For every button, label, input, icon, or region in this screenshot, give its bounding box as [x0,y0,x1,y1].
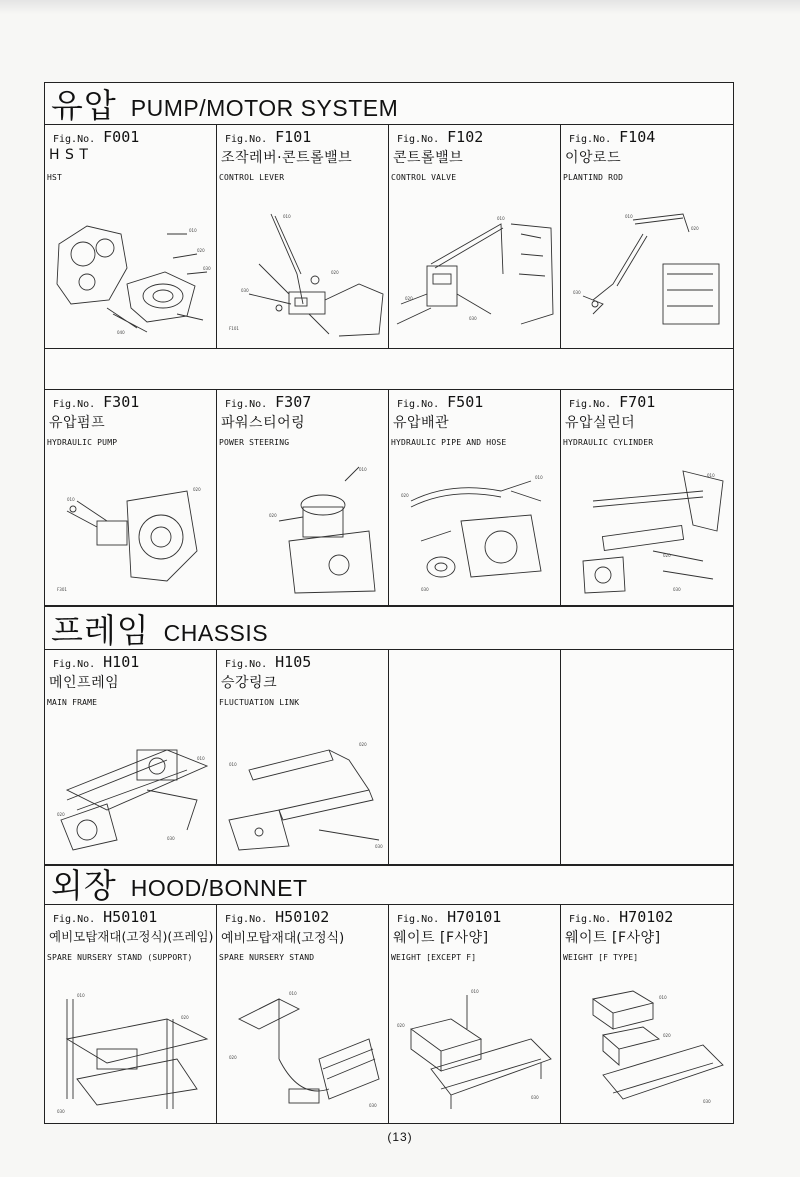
part-name-en: SPARE NURSERY STAND [219,953,315,962]
figure-row [45,650,733,865]
fig-number: H50102 [275,908,330,926]
svg-text:020: 020 [691,226,699,231]
part-name-kr: 유압실린더 [565,415,636,431]
svg-text:010: 010 [659,995,667,1000]
planting-rod-diagram [563,204,731,344]
part-name-kr: 웨이트 [F사양] [565,930,661,946]
part-name-en: POWER STEERING [219,438,290,447]
fig-label: Fig.No. [225,914,268,925]
part-name-en: HYDRAULIC PIPE AND HOSE [391,438,507,447]
svg-text:030: 030 [167,836,175,841]
figure-cell[interactable] [561,905,733,1123]
svg-text:030: 030 [703,1099,711,1104]
svg-text:030: 030 [469,316,477,321]
part-name-en: HYDRAULIC CYLINDER [563,438,654,447]
weight-f-type-diagram [563,979,731,1119]
fig-number: F501 [447,393,484,411]
svg-text:020: 020 [181,1015,189,1020]
part-name-en: SPARE NURSERY STAND (SUPPORT) [47,953,193,962]
hydraulic-pipe-diagram [391,461,559,601]
svg-text:010: 010 [535,475,543,480]
svg-text:030: 030 [531,1095,539,1100]
svg-text:020: 020 [229,1055,237,1060]
svg-text:030: 030 [573,290,581,295]
fig-label: Fig.No. [53,134,96,145]
svg-text:020: 020 [197,248,205,253]
fig-label: Fig.No. [225,659,268,670]
fig-number: F104 [619,128,656,146]
svg-text:020: 020 [397,1023,405,1028]
figure-cell[interactable] [45,905,217,1123]
svg-text:030: 030 [673,587,681,592]
part-name-en: HST [47,173,63,182]
fig-number: H70102 [619,908,674,926]
figure-row [45,125,733,349]
svg-text:F301: F301 [57,587,67,592]
figure-cell[interactable] [217,125,389,348]
section-title-kr: 유압 [51,86,117,125]
figure-cell[interactable] [45,125,217,348]
svg-text:010: 010 [497,216,505,221]
figure-cell[interactable] [389,905,561,1123]
part-name-kr: 이앙로드 [565,150,622,166]
fig-number: H101 [103,653,140,671]
figure-cell-empty [389,650,561,864]
svg-text:030: 030 [369,1103,377,1108]
fig-number: F101 [275,128,312,146]
fig-number: F701 [619,393,656,411]
svg-text:010: 010 [283,214,291,219]
section-title-en: PUMP/MOTOR SYSTEM [130,95,399,121]
figure-row [45,390,733,606]
svg-text:040: 040 [117,330,125,335]
figure-cell[interactable] [561,390,733,605]
fig-number: F307 [275,393,312,411]
part-name-kr: 예비모탑재대(고정식) [221,931,345,946]
part-name-kr: 유압배관 [393,415,450,431]
figure-cell[interactable] [561,125,733,348]
svg-text:030: 030 [375,844,383,849]
fluctuation-link-diagram [219,720,387,860]
part-name-kr: 웨이트 [F사양] [393,930,489,946]
svg-text:010: 010 [197,756,205,761]
part-name-kr: 메인프레임 [49,675,120,691]
hydraulic-pump-diagram [47,461,215,601]
svg-text:030: 030 [421,587,429,592]
fig-label: Fig.No. [569,134,612,145]
svg-text:030: 030 [241,288,249,293]
part-name-en: MAIN FRAME [47,698,98,707]
part-name-kr: 콘트롤밸브 [393,150,464,166]
figure-cell[interactable] [389,125,561,348]
control-valve-diagram [391,204,559,344]
svg-text:020: 020 [663,1033,671,1038]
svg-text:020: 020 [57,812,65,817]
control-lever-diagram [219,204,387,344]
section-header-pump-motor [45,83,733,125]
fig-label: Fig.No. [225,134,268,145]
part-name-en: WEIGHT [EXCEPT F] [391,953,477,962]
fig-label: Fig.No. [397,914,440,925]
fig-label: Fig.No. [225,399,268,410]
part-name-kr: 예비모탑재대(고정식)(프레임) [49,929,214,944]
svg-text:020: 020 [401,493,409,498]
part-name-en: WEIGHT [F TYPE] [563,953,639,962]
figure-cell[interactable] [45,390,217,605]
part-name-en: FLUCTUATION LINK [219,698,300,707]
part-name-kr: 유압펌프 [49,415,106,431]
svg-text:010: 010 [359,467,367,472]
scan-shade [0,0,800,14]
svg-text:010: 010 [189,228,197,233]
svg-text:010: 010 [229,762,237,767]
svg-text:010: 010 [77,993,85,998]
hydraulic-cylinder-diagram [563,461,731,601]
svg-text:010: 010 [289,991,297,996]
section-title-en: HOOD/BONNET [130,875,308,901]
svg-text:020: 020 [331,270,339,275]
spare-nursery-stand-support-diagram [47,979,215,1119]
fig-label: Fig.No. [397,134,440,145]
page-number: (13) [387,1130,413,1144]
fig-label: Fig.No. [397,399,440,410]
weight-except-f-diagram [391,979,559,1119]
figure-cell[interactable] [217,650,389,864]
svg-text:010: 010 [625,214,633,219]
part-name-en: CONTROL VALVE [391,173,457,182]
fig-label: Fig.No. [53,659,96,670]
section-title-kr: 프레임 [51,611,150,650]
part-name-en: CONTROL LEVER [219,173,285,182]
part-name-kr: 승강링크 [221,675,278,691]
svg-text:010: 010 [707,473,715,478]
figure-cell-empty [561,650,733,864]
part-name-kr: 조작레버·콘트롤밸브 [221,150,353,166]
fig-number: H105 [275,653,312,671]
svg-text:020: 020 [663,553,671,558]
fig-number: F001 [103,128,140,146]
hst-diagram [47,204,215,344]
svg-text:020: 020 [359,742,367,747]
part-name-en: HYDRAULIC PUMP [47,438,118,447]
figure-cell[interactable] [217,390,389,605]
parts-index-sheet [44,82,734,1124]
svg-text:010: 010 [471,989,479,994]
svg-text:030: 030 [203,266,211,271]
main-frame-diagram [47,720,215,860]
fig-label: Fig.No. [569,914,612,925]
blank-row [45,349,733,390]
part-name-kr: 파워스티어링 [221,415,306,431]
svg-text:030: 030 [57,1109,65,1114]
fig-number: F301 [103,393,140,411]
fig-label: Fig.No. [53,914,96,925]
part-name-kr: H S T [49,147,89,163]
fig-number: H50101 [103,908,158,926]
fig-label: Fig.No. [53,399,96,410]
svg-text:020: 020 [269,513,277,518]
figure-row [45,905,733,1123]
section-header-hood-bonnet [45,865,733,905]
power-steering-diagram [219,461,387,601]
svg-text:020: 020 [405,296,413,301]
svg-text:020: 020 [193,487,201,492]
fig-number: F102 [447,128,484,146]
svg-text:010: 010 [67,497,75,502]
figure-cell[interactable] [45,650,217,864]
fig-number: H70101 [447,908,502,926]
svg-text:F101: F101 [229,326,239,331]
part-name-en: PLANTIND ROD [563,173,624,182]
fig-label: Fig.No. [569,399,612,410]
figure-cell[interactable] [217,905,389,1123]
section-header-chassis [45,606,733,650]
section-title-en: CHASSIS [163,620,269,646]
spare-nursery-stand-diagram [219,979,387,1119]
figure-cell[interactable] [389,390,561,605]
section-title-kr: 외장 [51,866,117,905]
